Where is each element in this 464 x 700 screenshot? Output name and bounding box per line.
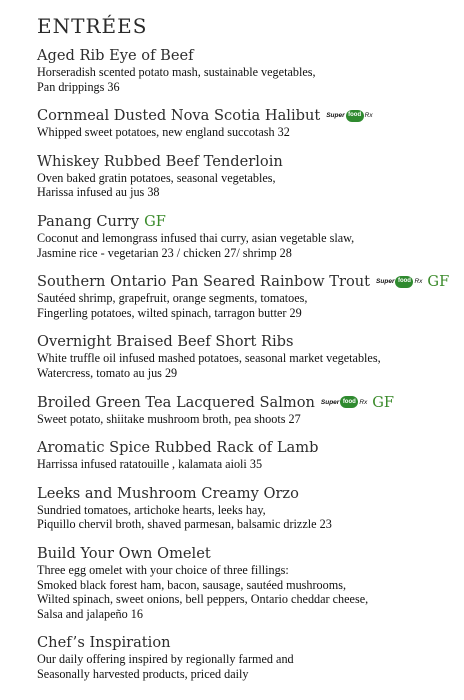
item-description: Salsa and jalapeño 16 [37,606,143,621]
item-description: Sautéed shrimp, grapefruit, orange segments, tomatoes, [37,291,308,306]
item-name: Overnight Braised Beef Short Ribs [37,333,294,351]
item-description: Fingerling potatoes, wilted spinach, tarragon butter 29 [37,305,302,320]
superfood-badge-icon: Super food Rx [376,275,422,289]
item-name: Panang Curry GF [37,212,166,230]
menu-item [37,544,457,621]
item-description: Horseradish scented potato mash, sustainable vegetables, [37,65,316,79]
superfood-badge-icon: Super food Rx [326,109,372,123]
item-description: Seasonally harvested products, priced daily [37,666,249,681]
item-description: Harissa infused au jus 38 [37,185,160,200]
item-description: Sundried tomatoes, artichoke hearts, leeks hay, [37,502,266,517]
item-description: Sweet potato, shiitake mushroom broth, pea shoots 27 [37,411,301,426]
menu-item [37,212,457,260]
item-name: Aged Rib Eye of Beef [37,47,194,64]
item-description: Piquillo chervil broth, shaved parmesan, balsamic drizzle 23 [37,517,332,532]
item-description: Coconut and lemongrass infused thai curry, asian vegetable slaw, [37,230,355,245]
item-name: Leeks and Mushroom Creamy Orzo [37,484,299,502]
item-description: Smoked black forest ham, bacon, sausage, sautéed mushrooms, [37,577,347,592]
menu-item [37,332,457,380]
item-description: Wilted spinach, sweet onions, bell peppers, Ontario cheddar cheese, [37,592,369,607]
section-title: ENTRÉES [37,14,148,38]
item-description: Watercress, tomato au jus 29 [37,365,178,380]
menu-item [37,152,457,200]
item-name: Build Your Own Omelet [37,544,211,562]
gluten-free-label: GF [144,212,166,230]
menu-page [37,14,457,693]
item-description: Our daily offering inspired by regionally farmed and [37,652,294,667]
item-description: Jasmine rice - vegetarian 23 / chicken 27/ shrimp 28 [37,245,292,260]
menu-item [37,46,457,94]
item-description: Oven baked gratin potatoes, seasonal vegetables, [37,170,276,185]
item-description: Pan drippings 36 [37,79,120,94]
item-name: Southern Ontario Pan Seared Rainbow Trout Super food Rx GF [37,273,450,291]
superfood-badge-icon: Super food Rx [321,395,367,409]
menu-item [37,272,457,320]
menu-item [37,438,457,472]
item-name: Chef’s Inspiration [37,634,171,652]
menu-item [37,393,457,427]
gluten-free-label: GF [427,273,450,291]
menu-item [37,484,457,532]
item-name: Whiskey Rubbed Beef Tenderloin [37,152,283,170]
menu-item [37,106,457,140]
item-name: Broiled Green Tea Lacquered Salmon Super food Rx GF [37,393,395,411]
item-description: Three egg omelet with your choice of three fillings: [37,562,289,577]
menu-item [37,633,457,681]
item-description: Whipped sweet potatoes, new england succotash 32 [37,125,290,140]
item-name: Cornmeal Dusted Nova Scotia Halibut Super food Rx [37,107,373,125]
item-name: Aromatic Spice Rubbed Rack of Lamb [37,439,319,457]
gluten-free-label: GF [372,393,395,411]
item-description: Harrissa infused ratatouille , kalamata aioli 35 [37,457,263,472]
item-description: White truffle oil infused mashed potatoes, seasonal market vegetables, [37,351,381,366]
